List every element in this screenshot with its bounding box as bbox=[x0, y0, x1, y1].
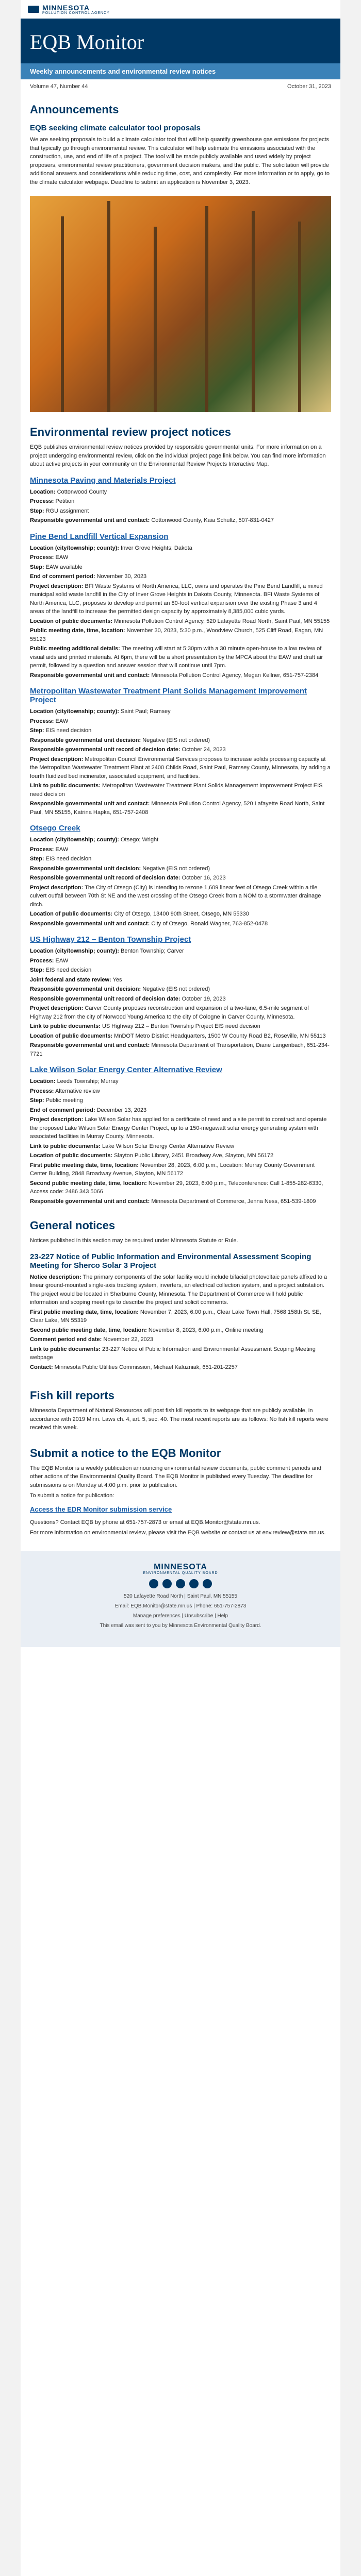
field-value: Minnesota Department of Transportation, Diane Langenbach, 651-234-7721 bbox=[30, 1042, 330, 1057]
project-field bbox=[30, 1087, 331, 1096]
project-field bbox=[30, 1004, 331, 1021]
field-label: Public meeting additional details: bbox=[30, 646, 120, 652]
field-label: Step: bbox=[30, 1097, 44, 1104]
project-field bbox=[30, 1096, 331, 1105]
field-label: Location: bbox=[30, 1078, 56, 1084]
notice-field bbox=[30, 1273, 331, 1307]
field-label: Project description: bbox=[30, 583, 84, 589]
project-field bbox=[30, 985, 331, 994]
field-label: Responsible governmental unit decision: bbox=[30, 865, 141, 872]
footer-logo-subtext: ENVIRONMENTAL QUALITY BOARD bbox=[143, 1571, 218, 1575]
field-value: Cottonwood County bbox=[57, 488, 107, 495]
notice-field bbox=[30, 1335, 331, 1344]
field-value: EAW bbox=[55, 957, 69, 964]
announcement-title: EQB seeking climate calculator tool proposals bbox=[30, 124, 201, 132]
field-label: Process: bbox=[30, 957, 54, 964]
project-field bbox=[30, 726, 331, 735]
field-label: Project description: bbox=[30, 756, 84, 762]
field-label: Responsible governmental unit record of decision date: bbox=[30, 875, 180, 881]
facebook-icon[interactable] bbox=[149, 1579, 158, 1588]
field-value: Alternative review bbox=[55, 1088, 100, 1094]
field-label: End of comment period: bbox=[30, 1107, 95, 1113]
field-label: Link to public documents: bbox=[30, 783, 101, 789]
fish-kill-heading: Fish kill reports bbox=[30, 1389, 114, 1402]
field-label: Location of public documents: bbox=[30, 1032, 113, 1039]
notice-field bbox=[30, 1308, 331, 1325]
logo-text: MINNESOTA bbox=[42, 3, 90, 12]
footer-powered: This email was sent to you by Minnesota Environmental Quality Board. bbox=[100, 1622, 261, 1629]
project-field bbox=[30, 1151, 331, 1160]
field-value: Carver County proposes reconstruction and expansion of a two-lane, 6.5-mile segment of Highway 212 from the city of Norwood Young America to the city of Cologne in Carver County, Minnesota. bbox=[30, 1005, 309, 1020]
field-label: Process: bbox=[30, 498, 54, 504]
notice-field bbox=[30, 1326, 331, 1335]
footer-email-line: Email: EQB.Monitor@state.mn.us | Phone: 651-757-2873 bbox=[114, 1603, 247, 1609]
field-value: November 29, 2023, 6:00 p.m., Teleconference: Call 1-855-282-6330, Access code: 2486 343 5066 bbox=[30, 1180, 323, 1195]
env-review-intro: EQB publishes environmental review notices provided by responsible governmental units. For more information on a project undergoing environmental review, click on the individual project page link below. You can find more information about active projects in your community on the Environmental Review Projects Interactive Map. bbox=[30, 444, 326, 467]
project-field bbox=[30, 736, 331, 745]
project-field bbox=[30, 755, 331, 781]
project-field bbox=[30, 553, 331, 562]
field-label: Joint federal and state review: bbox=[30, 976, 111, 983]
project-title-link[interactable]: Lake Wilson Solar Energy Center Alternative Review bbox=[30, 1065, 222, 1074]
project-field bbox=[30, 800, 331, 817]
field-value: Otsego; Wright bbox=[121, 837, 159, 843]
field-label: Step: bbox=[30, 564, 44, 570]
field-label: Responsible governmental unit decision: bbox=[30, 986, 141, 992]
project-field bbox=[30, 976, 331, 985]
field-value: November 28, 2023, 6:00 p.m., Location: Murray County Government Center Building, 2848 Broadway Avenue, Slayton, MN 56172 bbox=[30, 1162, 315, 1177]
field-value: November 7, 2023, 6:00 p.m., Clear Lake Town Hall, 7568 158th St. SE, Clear Lake, MN 55319 bbox=[30, 1309, 321, 1324]
field-value: RGU assignment bbox=[45, 507, 89, 514]
project-field bbox=[30, 582, 331, 616]
field-label: Link to public documents: bbox=[30, 1143, 101, 1149]
field-label: Link to public documents: bbox=[30, 1023, 101, 1029]
field-value: Minnesota Pollution Control Agency, Megan Kellner, 651-757-2384 bbox=[151, 672, 319, 679]
project-title-link[interactable]: Minnesota Paving and Materials Project bbox=[30, 476, 176, 485]
field-value: The primary components of the solar facility would include bifacial photovoltaic panels affixed to a linear ground-mounted single-axis tracking system, inverters, an electrical collection system, and a project substation. The project would be located in Sherburne County, Minnesota. The Department of Commerce will hold public information and scoping meetings to describe the project and solicit comments. bbox=[30, 1274, 327, 1306]
project-field bbox=[30, 563, 331, 572]
field-value: December 13, 2023 bbox=[96, 1107, 147, 1113]
issue-volume: Volume 47, Number 44 bbox=[30, 83, 88, 90]
field-value: Public meeting bbox=[45, 1097, 83, 1104]
project-field bbox=[30, 1032, 331, 1041]
newsletter bbox=[21, 0, 340, 2576]
field-label: Step: bbox=[30, 727, 44, 734]
field-label: Notice description: bbox=[30, 1274, 81, 1280]
field-label: Second public meeting date, time, location: bbox=[30, 1327, 147, 1333]
field-label: Location of public documents: bbox=[30, 1153, 113, 1159]
project-field bbox=[30, 617, 331, 626]
project-field bbox=[30, 782, 331, 799]
project-field bbox=[30, 884, 331, 909]
general-notice-title: 23-227 Notice of Public Information and Environmental Assessment Scoping Meeting for Sherco Solar 3 Project bbox=[30, 1252, 311, 1270]
project-field bbox=[30, 1106, 331, 1115]
project-field bbox=[30, 1197, 331, 1206]
field-value: EIS need decision bbox=[45, 727, 92, 734]
project-field bbox=[30, 845, 331, 854]
field-value: October 19, 2023 bbox=[182, 995, 226, 1002]
field-value: The meeting will start at 5:30pm with a 30 minute open-house to allow review of visual aids and printed materials. At 6pm, there will be a short presentation by the MPCA about the EAW and draft air permit, followed by a question and answer session that will continue until 7pm. bbox=[30, 646, 323, 669]
field-label: Process: bbox=[30, 554, 54, 561]
field-label: Responsible governmental unit and contact: bbox=[30, 920, 150, 927]
field-label: Step: bbox=[30, 967, 44, 973]
field-value: November 22, 2023 bbox=[103, 1336, 154, 1343]
project-field bbox=[30, 572, 331, 581]
project-title-link[interactable]: Metropolitan Wastewater Treatment Plant Solids Management Improvement Project bbox=[30, 687, 307, 704]
submit-more-info: For more information on environmental review, please visit the EQB website or contact us at env.review@state.mn.us. bbox=[30, 1530, 326, 1536]
field-value: November 30, 2023 bbox=[96, 573, 147, 580]
project-field bbox=[30, 1022, 331, 1031]
project-field bbox=[30, 516, 331, 525]
field-label: Public meeting date, time, location: bbox=[30, 628, 125, 634]
project-field bbox=[30, 947, 331, 956]
field-value: EIS need decision bbox=[45, 856, 92, 862]
general-notice-fields bbox=[30, 1273, 331, 1372]
banner-tagline: Weekly announcements and environmental review notices bbox=[21, 63, 340, 79]
footer bbox=[21, 1551, 340, 1647]
issue-date: October 31, 2023 bbox=[287, 83, 331, 90]
field-value: Negative (EIS not ordered) bbox=[142, 865, 210, 872]
general-notices-heading: General notices bbox=[30, 1219, 116, 1232]
field-label: Project description: bbox=[30, 884, 84, 891]
project-field bbox=[30, 995, 331, 1004]
project-field bbox=[30, 957, 331, 965]
notice-field bbox=[30, 1345, 331, 1362]
field-value: Inver Grove Heights; Dakota bbox=[121, 545, 192, 551]
general-notices-section bbox=[21, 1210, 340, 1376]
project-title-link[interactable]: Otsego Creek bbox=[30, 824, 80, 833]
twitter-icon[interactable] bbox=[162, 1579, 172, 1588]
field-value: November 8, 2023, 6:00 p.m., Online meeting bbox=[148, 1327, 264, 1333]
field-value: EAW bbox=[55, 554, 69, 561]
field-value: Leeds Township; Murray bbox=[57, 1078, 119, 1084]
project-field bbox=[30, 920, 331, 928]
field-label: Comment period end date: bbox=[30, 1336, 102, 1343]
field-label: Project description: bbox=[30, 1116, 84, 1123]
project-field bbox=[30, 1041, 331, 1058]
field-label: First public meeting date, time, location: bbox=[30, 1309, 139, 1315]
field-value: EAW bbox=[55, 718, 69, 724]
field-value: October 24, 2023 bbox=[182, 747, 226, 753]
field-value: Benton Township; Carver bbox=[121, 948, 184, 954]
field-value: Minnesota Department of Commerce, Jenna Ness, 651-539-1809 bbox=[151, 1198, 316, 1205]
field-value: Negative (EIS not ordered) bbox=[142, 737, 210, 743]
project-field bbox=[30, 1161, 331, 1178]
field-value: Cottonwood County, Kaia Schultz, 507-831-0427 bbox=[151, 517, 274, 523]
project-field bbox=[30, 855, 331, 863]
field-value: Yes bbox=[112, 976, 122, 983]
env-review-section bbox=[21, 416, 340, 1210]
field-label: Link to public documents: bbox=[30, 1346, 101, 1352]
field-value: 23-227 Notice of Public Information and Environmental Assessment Scoping Meeting webpage bbox=[30, 1346, 316, 1361]
footer-unsubscribe[interactable]: Manage preferences | Unsubscribe | Help bbox=[133, 1613, 228, 1619]
field-label: Responsible governmental unit and contact: bbox=[30, 1042, 150, 1048]
linkedin-icon[interactable] bbox=[176, 1579, 185, 1588]
project-field bbox=[30, 707, 331, 716]
project-title-link[interactable]: Pine Bend Landfill Vertical Expansion bbox=[30, 532, 169, 541]
submit-body: The EQB Monitor is a weekly publication announcing environmental review documents, public comment periods and other actions of the Environmental Quality Board. The EQB Monitor is published every Tuesday. The deadline for submissions is on Monday at 4:00 p.m. prior to publication. bbox=[30, 1465, 321, 1488]
project-title-link[interactable]: US Highway 212 – Benton Township Project bbox=[30, 935, 191, 944]
project-field bbox=[30, 645, 331, 670]
field-value: City of Otsego, 13400 90th Street, Otsego, MN 55330 bbox=[114, 911, 249, 917]
field-label: Process: bbox=[30, 718, 54, 724]
field-label: Location (city/township; county): bbox=[30, 545, 119, 551]
announcements-heading: Announcements bbox=[30, 103, 119, 116]
autumn-forest-image bbox=[30, 196, 331, 412]
banner-title: EQB Monitor bbox=[30, 30, 144, 54]
notice-field bbox=[30, 1363, 331, 1372]
field-label: Location (city/township; county): bbox=[30, 948, 119, 954]
field-label: Responsible governmental unit and contact: bbox=[30, 672, 150, 679]
field-value: November 30, 2023, 5:30 p.m., Woodview Church, 525 Cliff Road, Eagan, MN 55123 bbox=[30, 628, 323, 642]
project-field bbox=[30, 488, 331, 497]
field-value: Metropolitan Council Environmental Services proposes to increase solids processing capacity at the Metropolitan Wastewater Treatment Plant at 2400 Childs Road, Saint Paul, Ramsey County, Minnesota, by adding a fourth fluidized bed incinerator, associated equipment, and facilities. bbox=[30, 756, 331, 779]
field-value: BFI Waste Systems of North America, LLC, owns and operates the Pine Bend Landfill, a mixed municipal solid waste landfill in the City of Inver Grove Heights in Dakota County, Minnesota. BFI Waste Systems of North America, LLC, proposes to develop and permit an 80-foot vertical expansion over the existing Phase 3 and 4 areas of the landfill to increase the permitted design capacity by approximately 8,385,000 cubic yards. bbox=[30, 583, 323, 615]
field-value: Negative (EIS not ordered) bbox=[142, 986, 210, 992]
project-field bbox=[30, 544, 331, 553]
field-value: The City of Otsego (City) is intending to rezone 1,609 linear feet of Otsego Creek within a tile culvert outfall between 70th St NE and the west crossing of the Otsego Creek from a NOM to a stormwater drainage ditch. bbox=[30, 884, 321, 908]
project-field bbox=[30, 507, 331, 516]
field-value: Slayton Public Library, 2451 Broadway Ave, Slayton, MN 56172 bbox=[114, 1153, 274, 1159]
project-field bbox=[30, 874, 331, 883]
field-value: MnDOT Metro District Headquarters, 1500 W County Road B2, Roseville, MN 55113 bbox=[114, 1032, 326, 1039]
field-value: EAW bbox=[55, 846, 69, 853]
field-value: Petition bbox=[55, 498, 75, 504]
field-value: US Highway 212 – Benton Township Project EIS need decision bbox=[102, 1023, 260, 1029]
field-label: Location of public documents: bbox=[30, 911, 113, 917]
project-field bbox=[30, 626, 331, 643]
field-value: EAW available bbox=[45, 564, 83, 570]
field-label: Location of public documents: bbox=[30, 618, 113, 624]
field-value: Lake Wilson Solar has applied for a certificate of need and a site permit to construct and operate the proposed Lake Wilson Solar Energy Center Project, up to a 150-megawatt solar energy generating system with associated facilities in Murray County, Minnesota. bbox=[30, 1116, 327, 1140]
field-label: Step: bbox=[30, 856, 44, 862]
field-value: Metropolitan Wastewater Treatment Plant Solids Management Improvement Project EIS need decision bbox=[30, 783, 323, 798]
issue-line bbox=[21, 79, 340, 94]
field-label: Location: bbox=[30, 488, 56, 495]
field-value: October 16, 2023 bbox=[182, 875, 226, 881]
field-label: Step: bbox=[30, 507, 44, 514]
field-label: End of comment period: bbox=[30, 573, 95, 580]
field-label: Process: bbox=[30, 846, 54, 853]
field-label: Location (city/township; county): bbox=[30, 837, 119, 843]
field-value: EIS need decision bbox=[45, 967, 92, 973]
field-label: Responsible governmental unit record of decision date: bbox=[30, 995, 180, 1002]
announcement-body: We are seeking proposals to build a climate calculator tool that will help quantify greenhouse gas emissions for projects that typically go through environmental review. This calculator will help estimate the emissions associated with the construction, use, and end of life of a project. The tool will be made publicly available and used widely by project proposers, environmental review practitioners, government decision makers, and the public. The solicitation will provide additional answers and considerations while reducing time, cost, and complexity. For more information or to apply, go to the climate calculator webpage. Deadline to submit an application is November 3, 2023. bbox=[30, 137, 330, 185]
field-label: Contact: bbox=[30, 1364, 53, 1370]
social-icons bbox=[30, 1579, 331, 1588]
field-label: Location (city/township; county): bbox=[30, 708, 119, 715]
field-label: First public meeting date, time, location: bbox=[30, 1162, 139, 1168]
field-label: Responsible governmental unit and contact: bbox=[30, 801, 150, 807]
project-field bbox=[30, 1142, 331, 1151]
project-field bbox=[30, 671, 331, 680]
general-notices-intro: Notices published in this section may be required under Minnesota Statute or Rule. bbox=[30, 1238, 238, 1244]
footer-logo-text: MINNESOTA bbox=[154, 1562, 207, 1571]
project-field bbox=[30, 1077, 331, 1086]
submit-section bbox=[21, 1437, 340, 1543]
submit-questions: Questions? Contact EQB by phone at 651-757-2873 or email at EQB.Monitor@state.mn.us. bbox=[30, 1519, 260, 1526]
logo-wordmark bbox=[42, 4, 110, 15]
email-icon[interactable] bbox=[203, 1579, 212, 1588]
field-label: Responsible governmental unit and contact: bbox=[30, 1198, 150, 1205]
project-field bbox=[30, 865, 331, 873]
footer-address: 520 Lafayette Road North | Saint Paul, MN 55155 bbox=[124, 1593, 237, 1599]
field-value: Minnesota Public Utilities Commission, Michael Kaluzniak, 651-201-2257 bbox=[54, 1364, 238, 1370]
project-field bbox=[30, 1179, 331, 1196]
field-label: Second public meeting date, time, location: bbox=[30, 1180, 147, 1187]
submit-sub-label: To submit a notice for publication: bbox=[30, 1493, 114, 1499]
field-label: Project description: bbox=[30, 1005, 84, 1011]
project-field bbox=[30, 745, 331, 754]
project-field bbox=[30, 1115, 331, 1141]
field-value: Minnesota Pollution Control Agency, 520 Lafayette Road North, Saint Paul, MN 55155, Katrina Hapka, 651-757-2408 bbox=[30, 801, 325, 816]
field-label: Responsible governmental unit record of decision date: bbox=[30, 747, 180, 753]
field-label: Process: bbox=[30, 1088, 54, 1094]
minnesota-logo-icon bbox=[28, 6, 39, 13]
field-value: Lake Wilson Solar Energy Center Alternative Review bbox=[102, 1143, 235, 1149]
fish-kill-section bbox=[21, 1376, 340, 1437]
submission-service-link[interactable]: Access the EDR Monitor submission service bbox=[30, 1505, 172, 1513]
field-value: Minnesota Pollution Control Agency, 520 Lafayette Road North, Saint Paul, MN 55155 bbox=[114, 618, 330, 624]
project-field bbox=[30, 836, 331, 844]
banner bbox=[21, 19, 340, 63]
youtube-icon[interactable] bbox=[189, 1579, 199, 1588]
field-label: Responsible governmental unit decision: bbox=[30, 737, 141, 743]
submit-heading: Submit a notice to the EQB Monitor bbox=[30, 1446, 221, 1460]
project-field bbox=[30, 966, 331, 975]
field-value: Saint Paul; Ramsey bbox=[121, 708, 171, 715]
logo-subtext: POLLUTION CONTROL AGENCY bbox=[42, 11, 110, 15]
fish-kill-body: Minnesota Department of Natural Resources will post fish kill reports to its webpage that are publicly available, in accordance with 2019 Minn. Laws ch. 4, art. 5, sec. 40. The most recent reports are as follows: No fish kill reports were received this week. bbox=[30, 1408, 329, 1431]
announcements-section bbox=[21, 94, 340, 192]
project-list bbox=[30, 476, 331, 1206]
header-logo-bar bbox=[21, 0, 340, 19]
env-review-heading: Environmental review project notices bbox=[30, 426, 232, 438]
field-label: Responsible governmental unit and contact: bbox=[30, 517, 150, 523]
project-field bbox=[30, 497, 331, 506]
project-field bbox=[30, 910, 331, 919]
field-value: City of Otsego, Ronald Wagner, 763-852-0478 bbox=[151, 920, 268, 927]
project-field bbox=[30, 717, 331, 726]
